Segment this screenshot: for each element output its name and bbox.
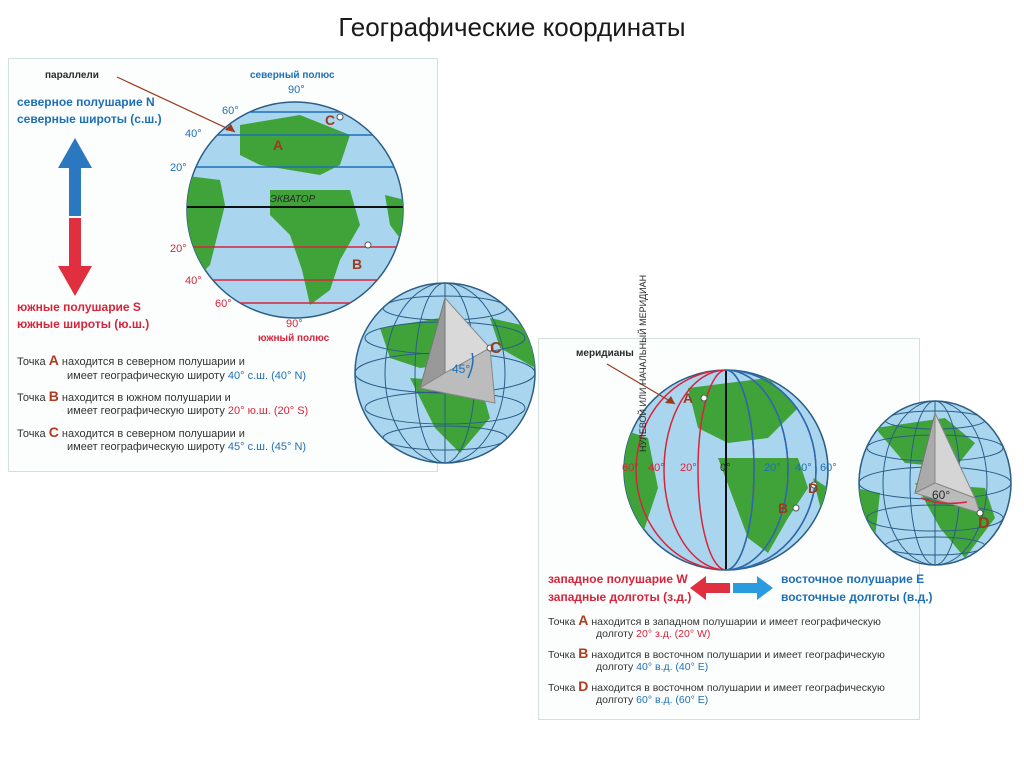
south-arrow-icon (58, 218, 92, 296)
point-b-label: B (352, 256, 363, 272)
north-arrow-icon (58, 138, 92, 216)
longitude-desc-b-value: долготу 40° в.д. (40° E) (596, 661, 709, 673)
north-90-label: 90° (288, 84, 305, 96)
latitude-desc-c: Точка C находится в северном полушарии и (17, 424, 245, 440)
latitude-desc-c-value: имеет географическую широту 45° с.ш. (45° N) (67, 441, 307, 453)
meridian-point-d: D (808, 480, 819, 496)
latitude-angle-globe (350, 278, 540, 468)
east-20-label: 20° (764, 462, 781, 474)
point-a-label: A (273, 137, 284, 153)
latitude-desc-a: Точка A находится в северном полушарии и (17, 352, 245, 368)
angle-globe-point-c: C (490, 340, 502, 357)
north-latitudes-label: северные широты (с.ш.) (17, 112, 162, 126)
longitude-desc-d: Точка D находится в восточном полушарии и имеет географическую (548, 678, 885, 694)
south-90-label: 90° (286, 318, 303, 330)
east-longitudes-label: восточные долготы (в.д.) (781, 590, 933, 604)
west-20-label: 20° (680, 462, 697, 474)
north-20-label: 20° (170, 162, 187, 174)
longitude-desc-b: Точка B находится в восточном полушарии и имеет географическую (548, 645, 885, 661)
south-20-label: 20° (170, 243, 187, 255)
latitude-desc-a-value: имеет географическую широту 40° с.ш. (40° N) (67, 370, 307, 382)
latitude-desc-b: Точка B находится в южном полушарии и (17, 388, 231, 404)
north-pole-label: северный полюс (250, 70, 335, 81)
longitude-angle-globe (855, 398, 1015, 568)
north-60-label: 60° (222, 105, 239, 117)
equator-label: ЭКВАТОР (270, 194, 316, 205)
parallels-label: параллели (45, 70, 99, 81)
meridian-point-b: B (778, 500, 789, 516)
south-pole-label: южный полюс (258, 333, 330, 344)
zero-meridian-label: 0° (720, 462, 731, 474)
south-hemisphere-label: южные полушарие S (17, 300, 141, 314)
east-40-label: 40° (795, 462, 812, 474)
angle-globe-point-d: D (978, 515, 990, 532)
west-40-label: 40° (648, 462, 665, 474)
east-arrow-icon (733, 576, 773, 600)
meridians-label: меридианы (576, 348, 634, 359)
angle-60-label: 60° (932, 488, 951, 502)
angle-45-label: 45° (452, 362, 471, 376)
meridian-point-a: A (683, 390, 694, 406)
longitude-desc-a: Точка A находится в западном полушарии и имеет географическую (548, 612, 881, 628)
south-latitudes-label: южные широты (ю.ш.) (17, 317, 150, 331)
point-c-label: C (325, 112, 336, 128)
longitude-desc-a-value: долготу 20° з.д. (20° W) (596, 628, 711, 640)
west-arrow-icon (690, 576, 730, 600)
west-longitudes-label: западные долготы (з.д.) (548, 590, 692, 604)
south-60-label: 60° (215, 298, 232, 310)
north-hemisphere-label: северное полушарие N (17, 95, 155, 109)
west-hemisphere-label: западное полушарие W (548, 572, 688, 586)
latitude-desc-b-value: имеет географическую широту 20° ю.ш. (20° S) (67, 405, 309, 417)
longitude-desc-d-value: долготу 60° в.д. (60° E) (596, 694, 709, 706)
east-hemisphere-label: восточное полушарие E (781, 572, 925, 586)
east-60-label: 60° (820, 462, 837, 474)
north-40-label: 40° (185, 128, 202, 140)
page-title: Географические координаты (338, 12, 686, 42)
south-40-label: 40° (185, 275, 202, 287)
west-60-label: 60° (622, 462, 639, 474)
